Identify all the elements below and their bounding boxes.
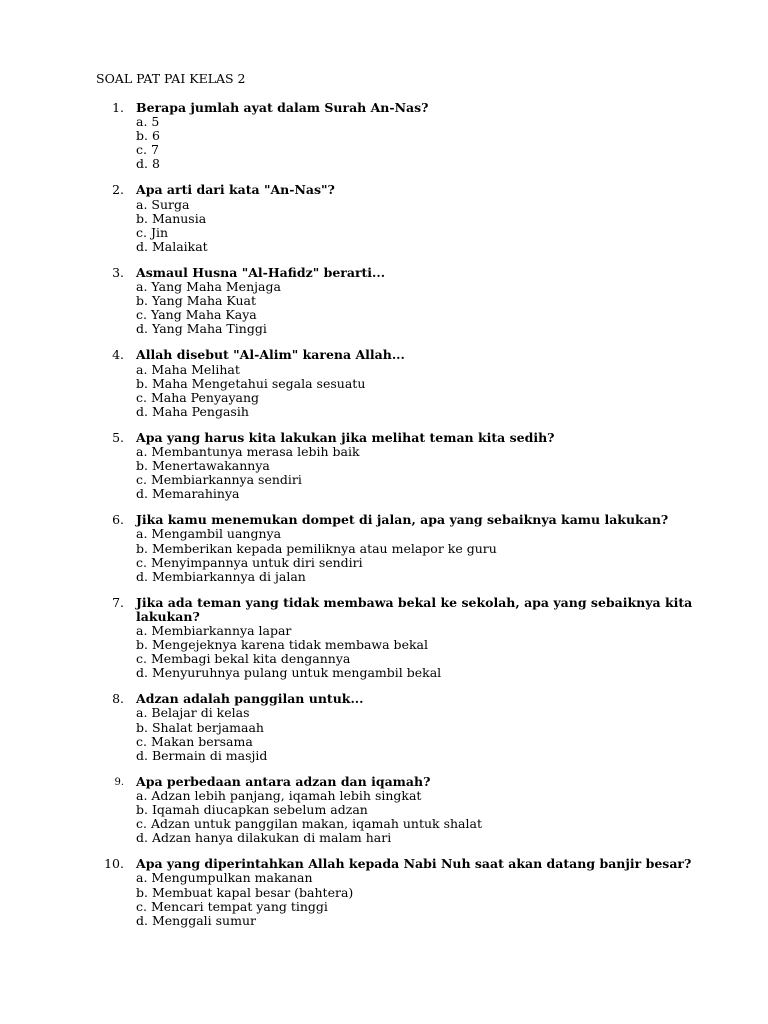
option-c: c. Yang Maha Kaya: [136, 307, 257, 323]
option-d: d. Menyuruhnya pulang untuk mengambil bekal: [136, 665, 442, 681]
option-d: d. Yang Maha Tinggi: [136, 321, 267, 337]
option-b: b. Menertawakannya: [136, 458, 270, 474]
option-d: d. Malaikat: [136, 238, 208, 254]
question-text-line: Berapa jumlah ayat dalam Surah An-Nas?: [136, 100, 429, 115]
option-c: c. Adzan untuk panggilan makan, iqamah untuk shalat: [136, 816, 482, 832]
question-body: [136, 513, 676, 583]
question-item: [0, 857, 768, 927]
question-text: [136, 513, 676, 527]
question-text: [136, 183, 676, 197]
question-text: [136, 101, 676, 115]
question-item: [0, 513, 768, 583]
option-c: c. Membagi bekal kita dengannya: [136, 651, 351, 667]
option-c: c. Makan bersama: [136, 733, 253, 749]
question-body: [136, 594, 693, 681]
question-body: [136, 431, 676, 501]
question-item: [0, 266, 768, 336]
option-a: a. 5: [136, 114, 160, 130]
question-number: 2.: [112, 182, 124, 198]
question-text: [136, 431, 676, 445]
question-body: [136, 101, 676, 171]
question-text-line: Asmaul Husna "Al-Hafidz" berarti...: [136, 264, 386, 280]
option-a: a. Belajar di kelas: [136, 705, 250, 721]
question-number: 6.: [112, 512, 124, 528]
option-d: d. Bermain di masjid: [136, 747, 268, 763]
option-list: [136, 871, 676, 927]
option-b: b. 6: [136, 128, 160, 144]
question-number: 10.: [104, 856, 124, 872]
question-text: [136, 692, 676, 706]
question-number: 4.: [112, 347, 124, 363]
option-list: [136, 624, 676, 680]
question-number: 5.: [112, 429, 124, 445]
question-item: [0, 101, 768, 171]
option-b: b. Shalat berjamaah: [136, 719, 264, 735]
option-b: b. Maha Mengetahui segala sesuatu: [136, 375, 366, 391]
question-number: 3.: [112, 264, 124, 280]
option-d: d. Memarahinya: [136, 486, 240, 502]
question-text: [136, 266, 676, 280]
question-text-line: Jika kamu menemukan dompet di jalan, apa yang sebaiknya kamu lakukan?: [136, 512, 669, 528]
option-list: [136, 706, 676, 762]
option-b: b. Yang Maha Kuat: [136, 293, 257, 309]
document-title: SOAL PAT PAI KELAS 2: [96, 71, 246, 86]
option-a: a. Membiarkannya lapar: [136, 623, 292, 638]
option-a: a. Adzan lebih panjang, iqamah lebih singkat: [136, 787, 422, 803]
question-item: [0, 775, 768, 845]
option-a: a. Mengambil uangnya: [136, 526, 282, 542]
question-number: 1.: [112, 100, 124, 115]
question-body: [136, 183, 676, 253]
option-b: b. Membuat kapal besar (bahtera): [136, 884, 354, 900]
option-b: b. Manusia: [136, 210, 207, 226]
question-body: [136, 692, 676, 762]
option-list: [136, 115, 676, 171]
question-body: [136, 348, 676, 418]
option-d: d. 8: [136, 156, 160, 172]
question-text-line: Apa arti dari kata "An-Nas"?: [136, 182, 335, 198]
question-item: [0, 348, 768, 418]
option-list: [136, 789, 676, 845]
question-text-line: Apa yang harus kita lakukan jika melihat teman kita sedih?: [136, 429, 555, 445]
option-c: c. Jin: [136, 224, 169, 240]
option-c: c. Menyimpannya untuk diri sendiri: [136, 554, 363, 570]
question-body: [136, 856, 692, 928]
question-text-line: Apa perbedaan antara adzan dan iqamah?: [136, 773, 431, 789]
option-list: [136, 198, 676, 254]
option-list: [136, 280, 676, 336]
question-list: [0, 101, 768, 940]
option-b: b. Iqamah diucapkan sebelum adzan: [136, 802, 368, 818]
question-item: [0, 692, 768, 762]
option-a: a. Maha Melihat: [136, 361, 240, 377]
option-d: d. Menggali sumur: [136, 912, 256, 928]
question-body: [136, 775, 676, 845]
option-d: d. Adzan hanya dilakukan di malam hari: [136, 830, 392, 846]
option-c: c. 7: [136, 142, 159, 158]
option-list: [136, 363, 676, 419]
option-c: c. Membiarkannya sendiri: [136, 472, 302, 488]
question-item: [0, 431, 768, 501]
question-text: [136, 348, 676, 362]
option-c: c. Mencari tempat yang tinggi: [136, 898, 328, 914]
question-text: [136, 775, 676, 789]
question-text-line: Jika ada teman yang tidak membawa bekal ke sekolah, apa yang sebaiknya kita: [136, 594, 693, 610]
question-number: 7.: [112, 594, 124, 610]
option-c: c. Maha Penyayang: [136, 389, 260, 405]
option-a: a. Membantunya merasa lebih baik: [136, 443, 360, 459]
question-text: [136, 594, 693, 624]
question-number: 9.: [114, 776, 124, 788]
option-list: [136, 527, 676, 583]
option-list: [136, 445, 676, 501]
option-a: a. Yang Maha Menjaga: [136, 279, 281, 295]
question-text-line: Allah disebut "Al-Alim" karena Allah...: [136, 347, 405, 363]
question-item: [0, 596, 768, 681]
option-d: d. Membiarkannya di jalan: [136, 568, 306, 584]
question-text: [136, 856, 692, 872]
option-a: a. Surga: [136, 196, 190, 212]
question-text-line: Adzan adalah panggilan untuk...: [136, 691, 364, 707]
question-number: 8.: [112, 691, 124, 707]
question-text-line: Apa yang diperintahkan Allah kepada Nabi Nuh saat akan datang banjir besar?: [136, 856, 692, 872]
option-b: b. Memberikan kepada pemiliknya atau melapor ke guru: [136, 540, 497, 556]
question-text-line: lakukan?: [136, 608, 200, 624]
option-d: d. Maha Pengasih: [136, 403, 249, 419]
question-body: [136, 266, 676, 336]
option-a: a. Mengumpulkan makanan: [136, 870, 313, 886]
question-item: [0, 183, 768, 253]
option-b: b. Mengejeknya karena tidak membawa bekal: [136, 637, 428, 653]
